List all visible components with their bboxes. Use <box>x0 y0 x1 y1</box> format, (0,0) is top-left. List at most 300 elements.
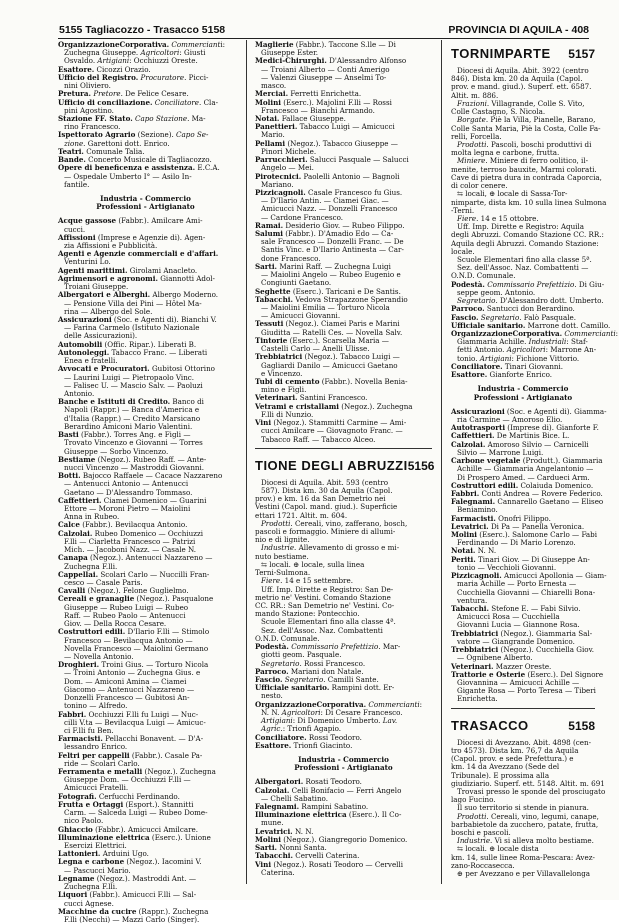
entry-line: cucci Amilcare — Giovagnoto Franc. — <box>261 426 403 436</box>
entry-line: Botti. Bajocco Raffaele — Cacace Nazzareno <box>58 471 223 481</box>
entry-line: Calce (Fabbr.). Bevilacqua Antonio. <box>58 520 188 530</box>
entry-line: nimparte, dista km. 10 sulla linea Sulmona <box>451 197 607 207</box>
entry-line: maria Achille — Porto Ernesta — <box>457 579 577 589</box>
entry-line: Caffettieri. De Martinis Bice. L. <box>451 431 570 441</box>
entry-line: Santis Vinc. e D'Ilario Antinesta — Car- <box>261 245 404 255</box>
entry-line: Ettore — Moroni Pietro — Maiolini <box>64 504 191 514</box>
entry-line: Amicucci Nazz. — Donzelli Francesco <box>261 204 398 214</box>
entry-line: masco. <box>261 81 287 91</box>
entry-line: Anna in Rubeo. <box>64 512 120 522</box>
entry-line: — Novella Antonio. <box>64 651 134 661</box>
entry-line: Giacomo — Antenucci Nazzareno — <box>64 684 195 694</box>
entry-line: — Pascucci Mario. <box>64 865 131 875</box>
entry-line: Uff. Imp. Dirette e Registro: San De- <box>261 584 394 594</box>
entry-line: Macchine da cucire (Rappr.). Zuchegna <box>58 906 209 916</box>
entry-line: Colle Santa Maria, Piè la Costa, Colle Fa- <box>451 123 601 133</box>
entry-line: Caffettieri. Ciamei Domenico — Guarini <box>58 495 207 505</box>
entry-line: zano-Roccasecca. <box>451 860 515 870</box>
entry-line: Pizzicagnoli. Casale Francesco fu Gius. <box>255 187 403 197</box>
entry-line: Teatri. Comunale Talia. <box>58 146 145 156</box>
entry-line: Ghiaccio (Fabbr.). Amicucci Amilcare. <box>58 824 198 834</box>
entry-line: — Chelli Sabatino. <box>261 793 328 803</box>
entry-line: lago Fucino. <box>451 795 496 805</box>
entry-line: Tintorie (Eserc.). Scarsella Maria — <box>255 335 389 345</box>
entry-line: Tessuti (Negoz.). Ciamei Paris e Marini <box>255 319 400 329</box>
entry-line: Mich. — Jacoboni Nazz. — Casale N. <box>64 545 197 555</box>
entry-line: fetti Antonio. Agricoltori: Marrone An- <box>457 345 597 355</box>
entry-line: Cappellai. Scolari Carlo — Nuccilli Fran- <box>58 569 210 579</box>
entry-line: Agrimensori e agronomi. Giannotti Adol- <box>58 273 215 283</box>
entry-line: F.lli — Ciarletta Francesco — Patrizi <box>64 536 196 546</box>
column-divider <box>441 40 442 884</box>
entry-line: Sez. dell'Assoc. Naz. Combattenti <box>261 625 383 635</box>
entry-line: Levatrici. Di Pa — Panella Veronica. <box>451 521 585 531</box>
entry-line: Fotografi. Cerfucchi Ferdinando. <box>58 791 180 801</box>
entry-line: — Maiolini Emilia — Torturo Nicola <box>261 303 390 312</box>
entry-line: Ferdinando — Di Mario Lorenzo. <box>457 538 576 548</box>
entry-line: Pretura. Pretore. De Felice Cesare. <box>58 89 189 99</box>
entry-line: Uff. Imp. Dirette e Registro: Aquila <box>457 222 584 232</box>
entry-line: Segretario. D'Alessandro dott. Umberto. <box>457 296 604 306</box>
entry-line: Pinori Michele. <box>261 146 317 156</box>
entry-line: Assicurazioni (Soc. e Agenti di). Giamma- <box>451 406 607 416</box>
entry-line: Lattonieri. Arduini Ugo. <box>58 849 149 859</box>
entry-line: — Troiani Alberto — Conti Amerigo <box>261 64 390 74</box>
entry-line: done Francesco. <box>261 253 321 263</box>
entry-line: — Ospedale Umberto I° — Asilo In- <box>64 171 192 181</box>
entry-line: F.lli (Necchi) — Mazzi Carlo (Singer). <box>64 914 200 924</box>
entry-line: Vetrami e cristallami (Negoz.). Zuchegna <box>255 401 413 411</box>
entry-line: nico Paolo. <box>64 816 104 826</box>
entry-line: Ufficiale sanitario. Rampini dott. Er- <box>255 683 395 693</box>
entry-line: Frazioni. Villagrande, Colle S. Vito, <box>457 98 585 108</box>
entry-line: Aquila degli Abruzzi. Comando Stazione: <box>451 238 599 248</box>
entry-line: Segretario. Rossi Francesco. <box>261 658 366 668</box>
entry-line: Assicurazioni (Soc. e Agenti di). Bianchi V. <box>58 315 217 324</box>
entry-line: prov. e mand. giud.). Superf. ett. 6587. <box>451 82 592 92</box>
entry-line: Napoli (Rappr.) — Banca d'America e <box>64 405 200 415</box>
entry-line: d'Italia (Rappr.) — Credito Marsicano <box>64 413 201 423</box>
entry-line: Parroco. Santucci don Berardino. <box>451 304 575 314</box>
entry-line: — Laurini Luigi — Pietropaolo Vinc. <box>64 372 195 382</box>
entry-line: Medici-Chirurghi. D'Alessandro Alfonso <box>255 56 407 66</box>
entry-line: Pellami (Negoz.). Tabacco Giuseppe — <box>255 138 398 148</box>
entry-line: Conciliatore. Rossi Teodoro. <box>255 732 362 742</box>
entry-line: Ufficio di conciliazione. Conciliatore. Cla- <box>58 97 218 107</box>
entry-line: — Antenucci Antonio — Antenucci <box>64 479 189 489</box>
town-code: 5157 <box>568 47 595 61</box>
entry-line: Calzolai. Amoroso Silvio — Carnicelli <box>451 439 589 449</box>
entry-line: ⇆ locali, ⊕ locale di Sassa-Tor- <box>457 189 568 199</box>
entry-line: O.N.D. Comunale. <box>255 633 320 643</box>
entry-line: Caterina. <box>261 867 295 877</box>
entry-line: Notai. Fallace Giuseppe. <box>255 113 346 123</box>
entry-line: CC. RR.: San Demetrio ne' Vestini. Co- <box>255 601 395 610</box>
entry-line: Trovato Vincenzo e Giovanni — Torres <box>64 438 203 448</box>
entry-line: Altit. m. 886. <box>451 90 499 100</box>
entry-line: Cavalli (Negoz.). Felone Guglielmo. <box>58 586 189 596</box>
entry-line: Angelo — Mei. <box>261 163 314 173</box>
entry-line: Esattore. Gianforte Enrico. <box>451 370 553 380</box>
entry-line: Ispettorato Agrario (Sezione). Capo Se- <box>58 130 209 140</box>
entry-line: Veterinari. Mazzer Oreste. <box>451 661 552 671</box>
entry-line: Castelli Carlo — Anelli Ulisse. <box>261 344 370 354</box>
running-head-left: 5155 Tagliacozzo - Trasacco 5158 <box>59 24 226 36</box>
running-head-right: PROVINCIA DI AQUILA - 408 <box>448 24 589 36</box>
entry-line: — Troini Antonio — Zuchegna Gius. e <box>64 668 201 678</box>
entry-line: fantile. <box>64 179 90 189</box>
entry-line: Farmacisti. Pellacchi Bonavent. — D'A- <box>58 734 204 744</box>
entry-line: Periti. Tinari Giov. — Di Giuseppe An- <box>451 554 590 564</box>
entry-line: nini Oliviero. <box>64 81 111 91</box>
entry-line: nucci Vincenzo — Mastroddi Giovanni. <box>64 462 205 472</box>
town-code: 5158 <box>568 718 595 733</box>
entry-line: Carbone vegetale (Produtt.). Giammaria <box>451 456 603 466</box>
entry-line: Carm. — Salceda Luigi — Rubeo Dome- <box>64 808 208 818</box>
entry-line: Diocesi di Aquila. Abit. 593 (centro <box>261 477 389 487</box>
entry-line: Ufficiale sanitario. Marrone dott. Camillo. <box>451 320 611 330</box>
entry-line: Frutta e Ortaggi (Esport.). Stannitti <box>58 799 194 809</box>
entry-line: vatore — Giangrande Domenico. <box>457 636 575 646</box>
entry-line: Giuditta — Ratelli Ces. — Novella Salv. <box>261 327 403 337</box>
entry-line: Molini (Eserc.). Majolini F.lli — Rossi <box>255 97 392 107</box>
entry-line: ria Carmine — Amoroso Elio. <box>457 414 563 424</box>
entry-line: mando Stazione: Pontecchio. <box>255 609 360 619</box>
entry-line: — D'Ilario Antin. — Ciamei Giac. — <box>261 196 389 206</box>
entry-line: Silvio — Marrone Luigi. <box>457 447 544 457</box>
town-name: TORNIMPARTE <box>451 46 551 61</box>
entry-line: Esercizi Elettrici. <box>64 841 127 850</box>
entry-line: di color cenere. <box>451 181 508 191</box>
entry-line: Industrie. Allevamento di grosso e mi- <box>261 543 400 553</box>
entry-line: Seghette (Eserc.). Taricani e De Santis. <box>255 286 401 296</box>
town-name: TRASACCO <box>451 717 529 733</box>
entry-line: Automobili (Offic. Ripar.). Liberati B. <box>58 339 197 349</box>
entry-line: Artigiani: Di Domenico Umberto. Lav. <box>261 716 398 726</box>
entry-line: Agenti e Agenzie commerciali e d'affari. <box>58 249 219 259</box>
section-heading: Professioni - Artigianato <box>96 202 195 212</box>
entry-line: — Farina Carmelo (Istituto Nazionale <box>64 323 200 333</box>
column-divider <box>246 40 247 884</box>
entry-line: Bestiame (Negoz.). Rubeo Raff. — Ante- <box>58 454 207 464</box>
entry-line: tonio. Artigiani: Fichione Vittorio. <box>457 353 580 363</box>
entry-line: 587). Dista km. 30 da Aquila (Capol. <box>261 485 393 495</box>
entry-line: — Falisec U. — Mascio Salv. — Paoluzi <box>64 380 203 390</box>
entry-line: Esattore. Trionfi Giacinto. <box>255 740 353 750</box>
entry-line: zia Affissioni e Pubblicità. <box>64 241 158 251</box>
entry-line: Giovanni Lucia — Giannone Rosa. <box>457 620 580 630</box>
entry-line: Gigante Rosa — Porto Teresa — Tiberi <box>457 686 596 696</box>
entry-line: Fascio. Segretario. Camilli Sante. <box>255 674 379 684</box>
entry-line: Molini (Eserc.). Salomone Carlo — Fabi <box>451 530 598 540</box>
entry-line: Feltri per cappelli (Fabbr.). Casale Pa- <box>58 750 203 760</box>
entry-line: Basti (Fabbr.). Torres Ang. e Figli — <box>58 430 191 440</box>
entry-line: Albergatori e Alberghi. Albergo Moderno. <box>58 290 219 300</box>
entry-line: Ufficio del Registro. Procuratore. Picci- <box>58 72 209 82</box>
entry-line: F.lli di Nunzio. <box>261 409 314 419</box>
trasacco-entries <box>451 737 606 879</box>
entry-line: ⇆ locali. ⊕ locale dista <box>457 844 539 854</box>
entry-line: mino e Figli. <box>261 385 307 395</box>
entry-line: km. 14 da Avezzano (Sede del <box>451 762 560 772</box>
entry-line: ci F.lli fu Ben. <box>64 725 114 735</box>
entry-line: lessandro Enrico. <box>64 742 128 752</box>
column-1 <box>58 40 233 924</box>
entry-line: metrio ne' Vestini. Comando Stazione <box>255 592 391 602</box>
section-heading: Industria - Commercio <box>298 754 389 764</box>
entry-line: Fiere. 14 e 15 ottobre. <box>457 213 539 223</box>
entry-line: Congiunti Gaetano. <box>261 278 332 288</box>
entry-line: Amicucci Fratelli. <box>64 783 129 793</box>
entry-line: seppe geom. Antonio. <box>457 287 536 297</box>
entry-line: ⇆ locali. ⊕ locale, sulla linea <box>261 559 365 569</box>
entry-line: Falegnami. Cannarello Gaetano — Eliseo <box>451 497 604 507</box>
entry-line: Zuchegna F.lli. <box>64 561 118 571</box>
entry-line: Costruttori edili. D'Ilario F.lli — Stimolo <box>58 627 210 637</box>
entry-line: degli Abruzzi. Comando Stazione CC. RR.: <box>451 230 604 240</box>
entry-line: Salumi (Fabbr.). D'Amadio Edo — Ca- <box>255 229 394 239</box>
entry-line: Tribunale). E prossima alla <box>451 770 550 780</box>
entry-line: Calzolai. Rubeo Domenico — Occhiuzzi <box>58 528 204 538</box>
entry-line: Troiani Giuseppe. <box>64 282 129 292</box>
tornimparte-entries <box>451 66 619 704</box>
entry-line: relli, Forcella. <box>451 131 502 141</box>
entry-line: Conciliatore. Tinari Giovanni. <box>451 361 564 371</box>
tione-entries <box>255 479 432 877</box>
entry-line: Podestà. Commissario Prefettizio. Di Giu- <box>451 279 605 289</box>
entry-line: giudiziario. Superf. ett. 5148. Altit. m. 691 <box>451 778 605 788</box>
entry-line: Novella Francesco — Maiolini Germano <box>64 643 209 653</box>
column-3 <box>451 41 619 887</box>
entry-line: ettari 1721. Altit. m. 604. <box>255 510 348 520</box>
entry-line: Prodotti. Pascoli, boschi produttivi di <box>457 139 592 149</box>
entry-line: Antonio. <box>64 388 95 398</box>
entry-line: Francesco — Bevilacqua Antonio — <box>64 635 193 645</box>
entry-line: Panettieri. Tabacco Luigi — Amicucci <box>255 122 395 132</box>
entry-line: Calzolai. Celli Bonifacio — Ferri Angelo <box>255 785 402 795</box>
entry-line: Pizzicagnoli. Amicucci Apollonia — Giam- <box>451 571 607 581</box>
entry-line: Molini (Negoz.). Giangregorio Domenico. <box>255 834 408 844</box>
entry-line: ⊕ per Avezzano e per Villavallelonga <box>457 869 591 879</box>
entry-line: Diocesi di Aquila. Abit. 3922 (centro <box>457 66 589 75</box>
entry-line: Stazione FF. Stato. Capo Stazione. Ma- <box>58 113 206 123</box>
entry-line: Zuchegna Giuseppe. Agricoltori: Giusti <box>64 48 206 58</box>
town-heading-tornimparte <box>451 45 595 63</box>
entry-line: Giovannina — Amicucci Achille — <box>457 677 580 687</box>
entry-line: Beniamino. <box>457 505 498 515</box>
entry-line: Autonoleggi. Tabacco Franc. — Liberati <box>58 347 208 357</box>
section-heading: Professioni - Artigianato <box>294 763 393 773</box>
entry-line: cucci Agnese. <box>64 898 114 908</box>
entry-line: Prodotti. Cereali, vino, legumi, canape, <box>457 811 599 821</box>
entry-line: OrganizzazioneCorporativa. Commercianti: <box>451 329 619 338</box>
entry-line: Legna e carbone (Negoz.). Iacomini V. <box>58 857 202 867</box>
entry-line: Mario. <box>261 130 285 140</box>
entry-line: Giuseppe — Sorbo Vincenzo. <box>64 446 169 456</box>
entry-line: Affissioni (Imprese e Agenzie di). Agen- <box>58 232 206 242</box>
entry-line: Il suo territorio si stende in pianura. <box>457 803 589 813</box>
header-rule <box>58 38 589 39</box>
entry-line: tonino — Alfredo. <box>64 701 128 711</box>
entry-line: nuto bestiame. <box>255 551 309 561</box>
entry-line: Vini (Negoz.). Stammitti Carmine — Ami- <box>255 418 407 428</box>
entry-line: Banche e Istituti di Credito. Banco di <box>58 397 204 407</box>
entry-line: pascoli e formaggio. Miniere di allumi- <box>255 527 396 537</box>
entry-line: — Ognibene Alberto. <box>457 653 533 663</box>
entry-line: km. 14, sulle linee Roma-Pescara: Avez- <box>451 852 595 862</box>
section-heading: Professioni - Artigianato <box>473 392 573 402</box>
entry-line: e Vincenzo. <box>261 368 303 378</box>
entry-line: Vini (Negoz.). Rosati Teodoro — Cervelli <box>255 859 404 869</box>
entry-line: Canapa (Negoz.). Antenucci Nazzareno — <box>58 553 213 563</box>
entry-line: Agric.: Trionfi Agapio. <box>261 724 342 734</box>
entry-line: Borgate. Piè la Villa, Pianelle, Barano, <box>457 115 596 125</box>
entry-line: Francesco — Bianchi Armando. <box>261 105 375 115</box>
entry-line: Di Prospero Amed. — Cardueci Arm. <box>457 472 590 482</box>
entry-line: Trattorie e Osterie (Eserc.). Del Signore <box>451 669 604 679</box>
entry-line: Agenti marittimi. Girolami Anacleto. <box>58 265 198 275</box>
entry-line: Avvocati e Procuratori. Gubitosi Ottorino <box>58 364 215 374</box>
entry-line: Fiere. 14 e 15 settembre. <box>261 576 353 586</box>
entry-line: — Maiolini Angelo — Rubeo Eugenio e <box>261 270 401 280</box>
entry-line: Fabbri. Occhiuzzi F.lli fu Luigi — Nuc- <box>58 709 199 719</box>
entry-line: Vestini (Capol. mand. giud.). Superficie <box>255 502 398 512</box>
entry-line: Sarti. Nonni Santa. <box>255 843 327 853</box>
entry-line: Tabacco Raff. — Tabacco Alceo. <box>261 434 376 444</box>
section-heading: Industria - Commercio <box>477 384 569 394</box>
entry-line: Giov. — Della Rocca Cesare. <box>64 619 167 629</box>
entry-line: cesco — Casale Paris. <box>64 578 143 587</box>
entry-line: Trovasi presso le sponde del prosciugato <box>457 786 606 796</box>
entry-line: -Terni. <box>451 205 475 215</box>
entry-line: Liquori (Fabbr.). Amicucci F.lli — Sal- <box>58 890 197 900</box>
entry-line: Ramai. Desiderio Giov. — Rubeo Filippo. <box>255 220 405 230</box>
entry-line: giotti geom. Pasquale. <box>261 650 342 660</box>
tagliacozzo-continued <box>255 41 432 444</box>
entry-line: Esattore. Cicozzi Orazio. <box>58 64 151 74</box>
entry-line: Illuminazione elettrica (Eserc.). Unione <box>58 832 211 842</box>
entry-line: Cereali e granaglie (Negoz.). Pasqualone <box>58 594 214 604</box>
entry-line: tro 4573). Dista km. 76,7 da Aquila <box>451 745 579 755</box>
entry-line: Enea e fratelli. <box>64 356 118 366</box>
entry-line: pini Agostino. <box>64 105 114 115</box>
entry-line: Giuseppe Dom. — Occhiuzzi F.lli — <box>64 775 191 785</box>
entry-line: Notai. N. N. <box>451 546 497 556</box>
entry-line: Raff. — Rubeo Paolo — Antenucci <box>64 610 186 620</box>
town-heading-tione <box>255 457 435 475</box>
entry-line: Opere di beneficenza e assistenza. E.C.A. <box>58 163 220 173</box>
entry-line: Achille — Giammaria Angelantonio — <box>457 464 594 474</box>
entry-line: boschi e pascoli. <box>451 828 511 838</box>
entry-line: Diocesi di Avezzano. Abit. 4898 (cen- <box>457 737 591 747</box>
entry-line: Trebbiatrici (Negoz.). Cucchiella Giov. <box>451 645 595 655</box>
entry-line: nesto. <box>261 691 283 701</box>
entry-line: Maglierie (Fabbr.). Taccone S.lle — Di <box>255 40 396 49</box>
entry-line: Levatrici. N. N. <box>255 826 314 836</box>
entry-line: Tabacchi. Vedova Strapazzone Sperandio <box>255 294 408 304</box>
town-code: 5156 <box>407 458 435 473</box>
entry-line: Tabacchi. Cervelli Caterina. <box>255 851 360 861</box>
entry-line: Farmacisti. Onofri Filippo. <box>451 513 551 523</box>
entry-line: — Valenzi Giuseppe — Anselmi To- <box>261 72 387 82</box>
entry-line: Osvaldo. Artigiani: Occhiuzzi Oreste. <box>64 56 198 66</box>
entry-line: Giuseppe — Rubeo Luigi — Rubeo <box>64 602 189 612</box>
entry-line: zione. Garettoni dott. Enrico. <box>64 138 170 148</box>
entry-line: Venturini Lo. <box>64 257 111 267</box>
entry-line: mune. <box>261 818 284 828</box>
entry-line: Prodotti. Cereali, vino, zafferano, bosch, <box>261 518 408 528</box>
entry-line: Veterinari. Santini Francesco. <box>255 393 368 403</box>
entry-line: Berardino Amiconi Mario Valentini. <box>64 421 193 431</box>
entry-line: Illuminazione elettrica (Eserc.). Il Co- <box>255 810 402 820</box>
entry-line: Cave di pietra dura in contrada Caporcia, <box>451 172 602 182</box>
entry-line: Falegnami. Rampini Sabatino. <box>255 802 369 812</box>
entry-line: nio e di lignite. <box>255 535 310 545</box>
entry-line: Acque gassose (Fabbr.). Amilcare Ami- <box>58 216 203 226</box>
entry-line: prov.) e km. 16 da San Demetrio nei <box>255 494 386 504</box>
entry-line: Droghieri. Troini Gius. — Torturo Nicola <box>58 660 209 670</box>
entry-line: 846). Dista km. 20 da Aquila (Capol. <box>451 74 583 84</box>
entry-line: Parroco. Mariani don Natale. <box>255 666 364 676</box>
entry-line: Albergatori. Rosati Teodoro. <box>255 777 362 787</box>
entry-line: Podestà. Commissario Prefettizio. Mar- <box>255 642 401 652</box>
entry-line: sale Francesco — Donzelli Franc. — De <box>261 237 404 247</box>
entry-line: Scuole Elementari fino alla classe 5ª. <box>457 255 592 265</box>
entry-line: Merciai. Ferretti Enrichetta. <box>255 89 362 99</box>
column-2 <box>255 40 435 887</box>
entry-line: Amicucci Rosa — Cucchiella <box>457 612 560 622</box>
entry-line: cilli V.ta — Bevilacqua Luigi — Amicuc- <box>64 717 206 727</box>
entry-line: Enrichetta. <box>457 694 498 704</box>
entry-line: Gagliardi Danilo — Amicucci Gaetano <box>261 360 398 370</box>
entry-line: — Cardone Francesco. <box>261 212 344 222</box>
entry-line: Industrie. Vi si alleva molto bestiame. <box>457 836 594 846</box>
entry-line: Trebbiatrici (Negoz.). Tabacco Luigi — <box>255 352 400 362</box>
entry-line: Terni-Sulmona. <box>255 568 311 578</box>
entry-line: barbabietole da zucchero, patate, frutta, <box>451 819 599 829</box>
entry-line: rina — Albergo del Sole. <box>64 306 153 316</box>
entry-line: Giuseppe Ester. <box>261 48 318 58</box>
entry-line: ventura. <box>457 595 488 605</box>
town-heading-trasacco <box>451 717 595 735</box>
entry-line: — Amicucci Giovanni. <box>261 311 341 321</box>
entry-line: ride — Scolari Carlo. <box>64 758 140 768</box>
entry-line: Colle Castagno, S. Nicola. <box>451 107 546 117</box>
entry-line: Fascio. Segretario. Falò Pasquale. <box>451 312 576 322</box>
entry-line: molta legna e carbone, frutta. <box>451 148 560 158</box>
entry-line: Zuchegna F.lli. <box>64 882 118 892</box>
section-heading: Industria - Commercio <box>100 193 191 203</box>
entry-line: locale. <box>451 246 475 256</box>
entry-line: cucci. <box>64 224 86 234</box>
entry-line: delle Assicurazioni). <box>64 331 138 341</box>
entry-line: Legname (Negoz.). Mastroddi Ant. — <box>58 873 197 883</box>
entry-line: O.N.D. Comunale. <box>451 271 516 281</box>
entry-line: Parrucchieri. Salucci Pasquale — Salucci <box>255 155 409 165</box>
entry-line: Pirotecnici. Paolelli Antonio — Bagnoli <box>255 171 400 181</box>
entry-line: menite, terroso bauxite, Marmi colorati. <box>451 164 597 174</box>
entry-line: N. N. Agricoltori: Di Cesare Francesco. <box>261 707 403 717</box>
entry-line: Tabacchi. Stefone E. — Fabi Silvio. <box>451 604 581 613</box>
entry-line: Costruttori edili. Colaiuda Domenico. <box>451 480 594 490</box>
entry-line: Donzelli Francesco — Gubitosi An- <box>64 693 190 703</box>
entry-line: Tubi di cemento (Fabbr.). Novella Benia- <box>255 376 408 386</box>
entry-line: Ferramenta e metalli (Negoz.). Zuchegna <box>58 767 216 777</box>
entry-line: rino Francesco. <box>64 122 121 132</box>
entry-line: Sez. dell'Assoc. Naz. Combattenti — <box>457 263 589 273</box>
entry-line: Giammaria Achille. Industriali: Staf- <box>457 337 588 347</box>
entry-line: Sarti. Marini Raff. — Zuchegna Luigi <box>255 261 391 271</box>
